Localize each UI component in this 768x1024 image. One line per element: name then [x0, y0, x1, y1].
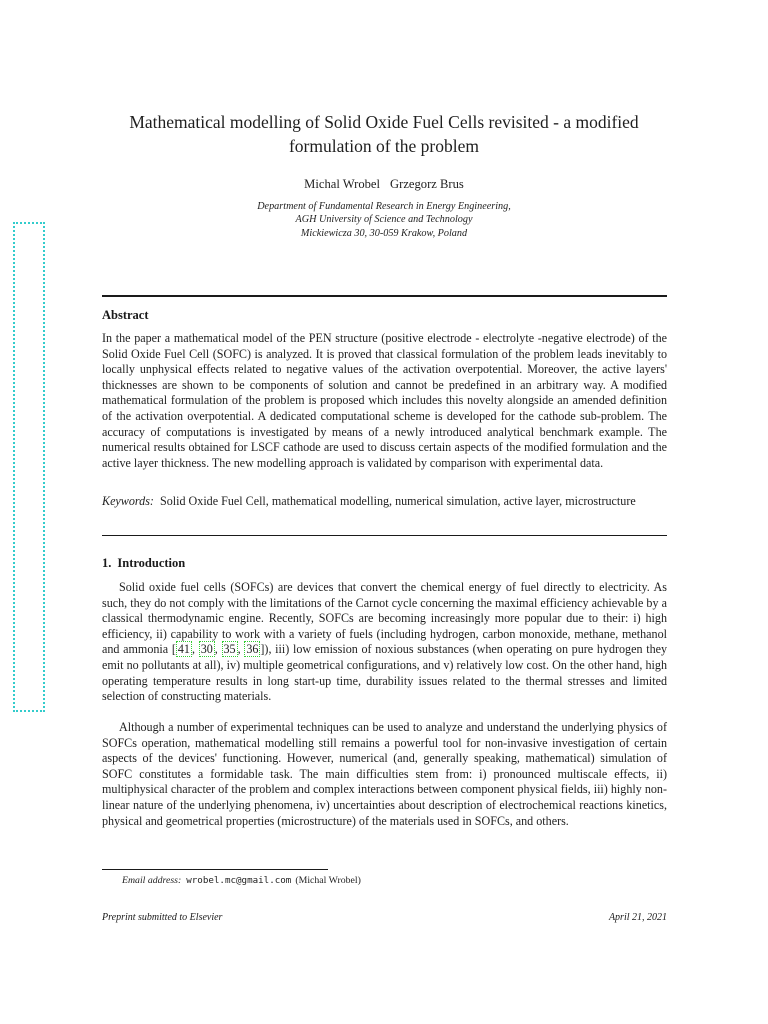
footnote-rule: [102, 869, 328, 870]
abstract-top-rule: [102, 295, 667, 297]
paper-title: Mathematical modelling of Solid Oxide Fuel Cells revisited - a modified formulation of the problem: [129, 112, 639, 156]
abstract-heading: Abstract: [102, 308, 149, 322]
citation-link[interactable]: 30: [200, 642, 213, 657]
keywords: [102, 494, 667, 510]
footnote-label: Email address:: [122, 875, 182, 886]
affiliation-line: Mickiewicza 30, 30-059 Krakow, Poland: [300, 227, 468, 239]
keywords-label: Keywords:: [102, 494, 154, 508]
section-number: 1.: [102, 556, 112, 570]
author-name: Grzegorz Brus: [390, 177, 464, 191]
citation-link[interactable]: 36: [246, 642, 259, 657]
footnote-email[interactable]: wrobel.mc@gmail.com: [186, 875, 292, 886]
affiliation-line: Department of Fundamental Research in Energy Engineering,: [257, 201, 511, 212]
author-name: Michal Wrobel: [304, 177, 381, 191]
footer-preprint-note: Preprint submitted to Elsevier: [102, 912, 223, 923]
citation-link[interactable]: 35: [223, 642, 236, 657]
abstract-text: In the paper a mathematical model of the PEN structure (positive electrode - electrolyte -negative electrode) of the Solid Oxide Fuel Cell (SOFC) is analyzed. It is proved that classical formulation of the problem leads inevitably to locally unphysical effects related to negative values of the activation overpotential. Moreover, the active layers' thicknesses are shown to be components of solution and cannot be predefined in an arbitrary way. A modified mathematical formulation of the problem is proposed which includes this novelty alongside an amended definition of the activation overpotential. A dedicated computational scheme is developed for the cathode sub-problem. The accuracy of computations is investigated by means of a newly introduced analytical benchmark example. The numerical results obtained for LSCF cathode are used to discuss certain aspects of the modified formulation and the active layer thickness. The new modelling approach is validated by comparison with experimental data.: [102, 331, 667, 470]
footer-date: April 21, 2021: [608, 912, 667, 923]
footnote: [122, 875, 361, 886]
affiliation: [100, 200, 668, 240]
intro-paragraph-1: Solid oxide fuel cells (SOFCs) are devices that convert the chemical energy of fuel directly to electricity. As such, they do not comply with the limitations of the Carnot cycle concerning the maximal efficiency achievable by a classical thermodynamic engine. Recently, SOFCs are becoming increasingly more popular due to their: i) high efficiency, ii) capability to work with a variety of fuels (including hydrogen, carbon monoxide, methane, methanol and ammonia [ 41 , 30 , 35 , 36 ]), iii) low emission of noxious substances (when operating on pure hydrogen they emit no pollutants at all), iv) multiple geometrical configurations, and v) relatively low cost. On the other hand, high operating temperature results in long start-up time, durability issues related to the thermal stresses and limited selection of constructing materials.: [102, 580, 668, 704]
arxiv-stamp-frame[interactable]: [13, 222, 45, 712]
footnote-name: (Michal Wrobel): [295, 875, 361, 886]
keywords-text: Solid Oxide Fuel Cell, mathematical modelling, numerical simulation, active layer, microstructure: [159, 494, 636, 508]
paragraph-text: ]), iii) low emission of noxious substances (when operating on pure hydrogen they emit no pollutants at all), iv) multiple geometrical configurations, and v) relatively low cost. On the other hand, high operating temperature results in long start-up time, durability issues related to the thermal stresses and limited selection of constructing materials.: [102, 642, 668, 704]
citation-link[interactable]: 41: [177, 642, 190, 657]
abstract-bottom-rule: [102, 535, 667, 536]
section-title: Introduction: [117, 556, 186, 570]
section-heading: [102, 556, 185, 571]
author-list: [100, 177, 668, 192]
intro-paragraph-2: Although a number of experimental techniques can be used to analyze and understand the underlying physics of SOFCs operation, mathematical modelling still remains a powerful tool for non-invasive investigation of certain aspects of the devices' functioning. However, numerical (and, generally speaking, mathematical) simulation of SOFC constitutes a formidable task. The main difficulties stem from: i) pronounced multiscale effects, ii) multiphysical character of the problem and complex interactions between component physical fields, iii) highly non-linear nature of the underlying phenomena, iv) uncertainties about description of electrochemical reactions kinetics, physical and geometrical properties (microstructure) of the materials used in SOFCs, and others.: [102, 720, 667, 828]
paragraph-text: Solid oxide fuel cells (SOFCs) are devices that convert the chemical energy of fuel directly to electricity. As such, they do not comply with the limitations of the Carnot cycle concerning the maximal efficiency achievable by a classical thermodynamic engine. Recently, SOFCs are becoming increasingly more popular due to their: i) high efficiency, ii) capability to work with a variety of fuels (including hydrogen, carbon monoxide, methane, methanol and ammonia [: [102, 580, 667, 657]
affiliation-line: AGH University of Science and Technology: [295, 214, 473, 226]
